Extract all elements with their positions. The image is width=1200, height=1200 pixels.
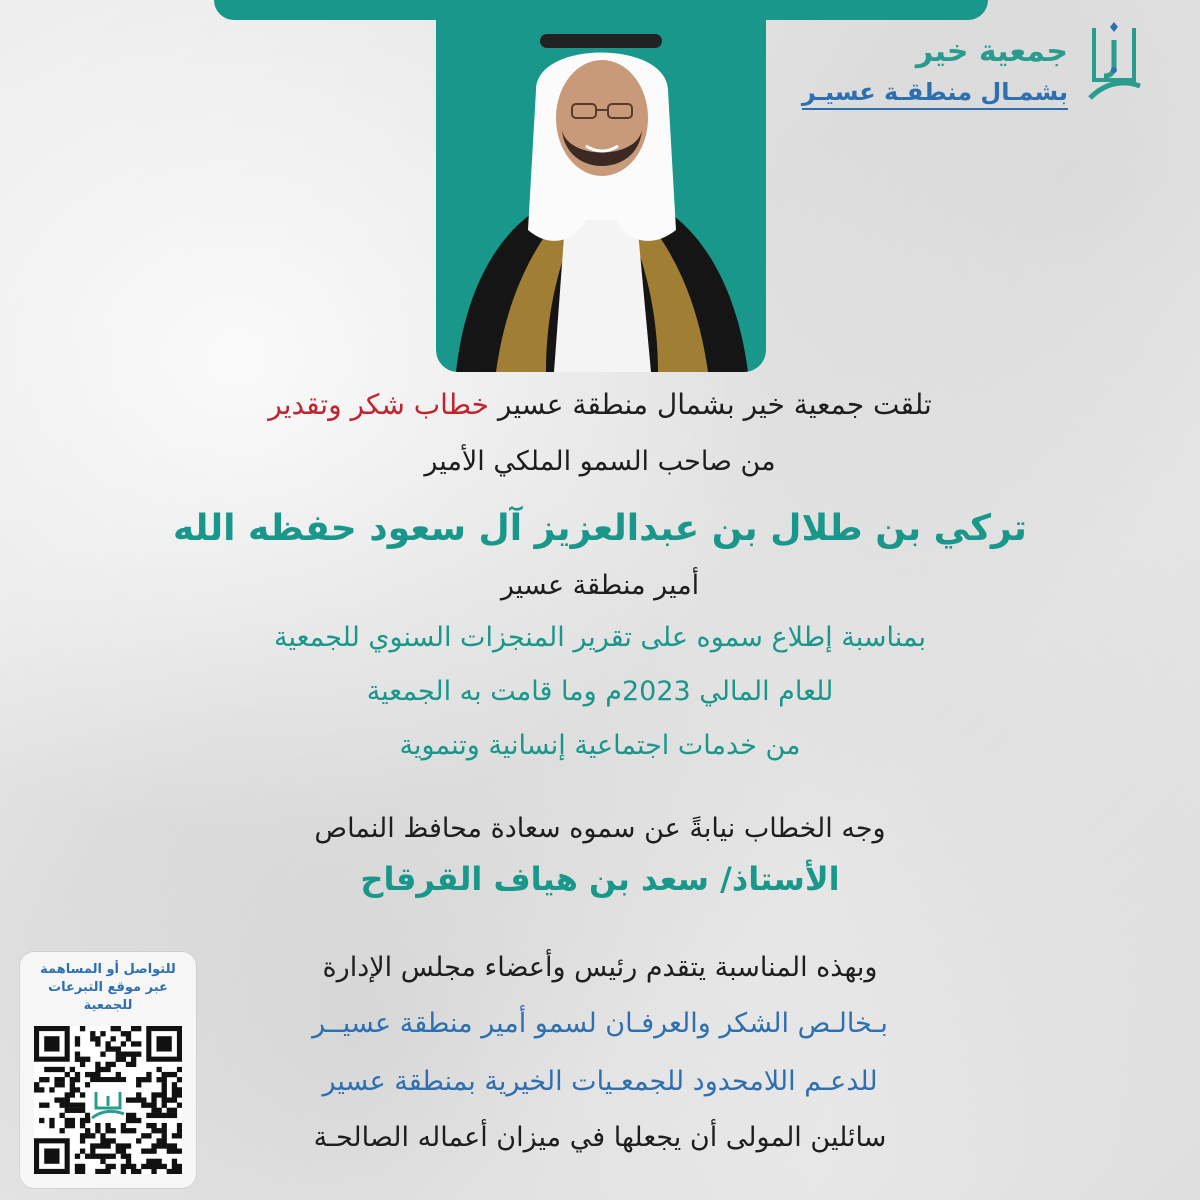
qr-caption-2: عبر موقع التبرعات (48, 980, 168, 995)
letter-line-8: وجه الخطاب نيابةً عن سموه سعادة محافظ النماص (314, 813, 886, 844)
portrait-frame (436, 0, 766, 372)
letter-line-7: من خدمات اجتماعية إنسانية وتنموية (399, 730, 801, 761)
logo-subtitle: بشمـال منطقـة عسيـر (802, 78, 1068, 110)
logo-title: جمعية خير (915, 34, 1068, 69)
prince-name: تركي بن طلال بن عبدالعزيز آل سعود حفظه الله (173, 508, 1027, 549)
qr-caption-1: للتواصل أو المساهمة (40, 962, 176, 977)
letter-line-10: وبهذه المناسبة يتقدم رئيس وأعضاء مجلس الإدارة (322, 952, 878, 983)
letter-line-11: بـخالـص الشكر والعرفـان لسمو أمير منطقة عسيــر (312, 1008, 888, 1039)
qr-code-icon[interactable] (34, 1026, 182, 1174)
charity-logo-icon (1086, 20, 1142, 116)
portrait-photo (436, 0, 766, 372)
letter-line-12: للدعـم اللامحدود للجمعـيات الخيرية بمنطقة عسير (322, 1066, 878, 1097)
letter-line-5: بمناسبة إطلاع سموه على تقرير المنجزات السنوي للجمعية (273, 622, 927, 653)
letter-line-1-highlight: خطاب شكر وتقدير (268, 388, 489, 421)
prince-title: أمير منطقة عسير (500, 570, 700, 601)
letter-line-1 (0, 388, 1200, 421)
qr-card (20, 952, 196, 1188)
governor-name: الأستاذ/ سعد بن هياف القرقاح (360, 860, 840, 898)
charity-logo (801, 20, 1142, 120)
qr-caption-3: للجمعية (83, 998, 133, 1013)
letter-line-1-plain: تلقت جمعية خير بشمال منطقة عسير (488, 388, 932, 421)
letter-line-6: للعام المالي 2023م وما قامت به الجمعية (366, 676, 834, 707)
letter-line-13: سائلين المولى أن يجعلها في ميزان أعماله الصالحـة (313, 1122, 887, 1153)
letter-line-2: من صاحب السمو الملكي الأمير (424, 446, 776, 477)
